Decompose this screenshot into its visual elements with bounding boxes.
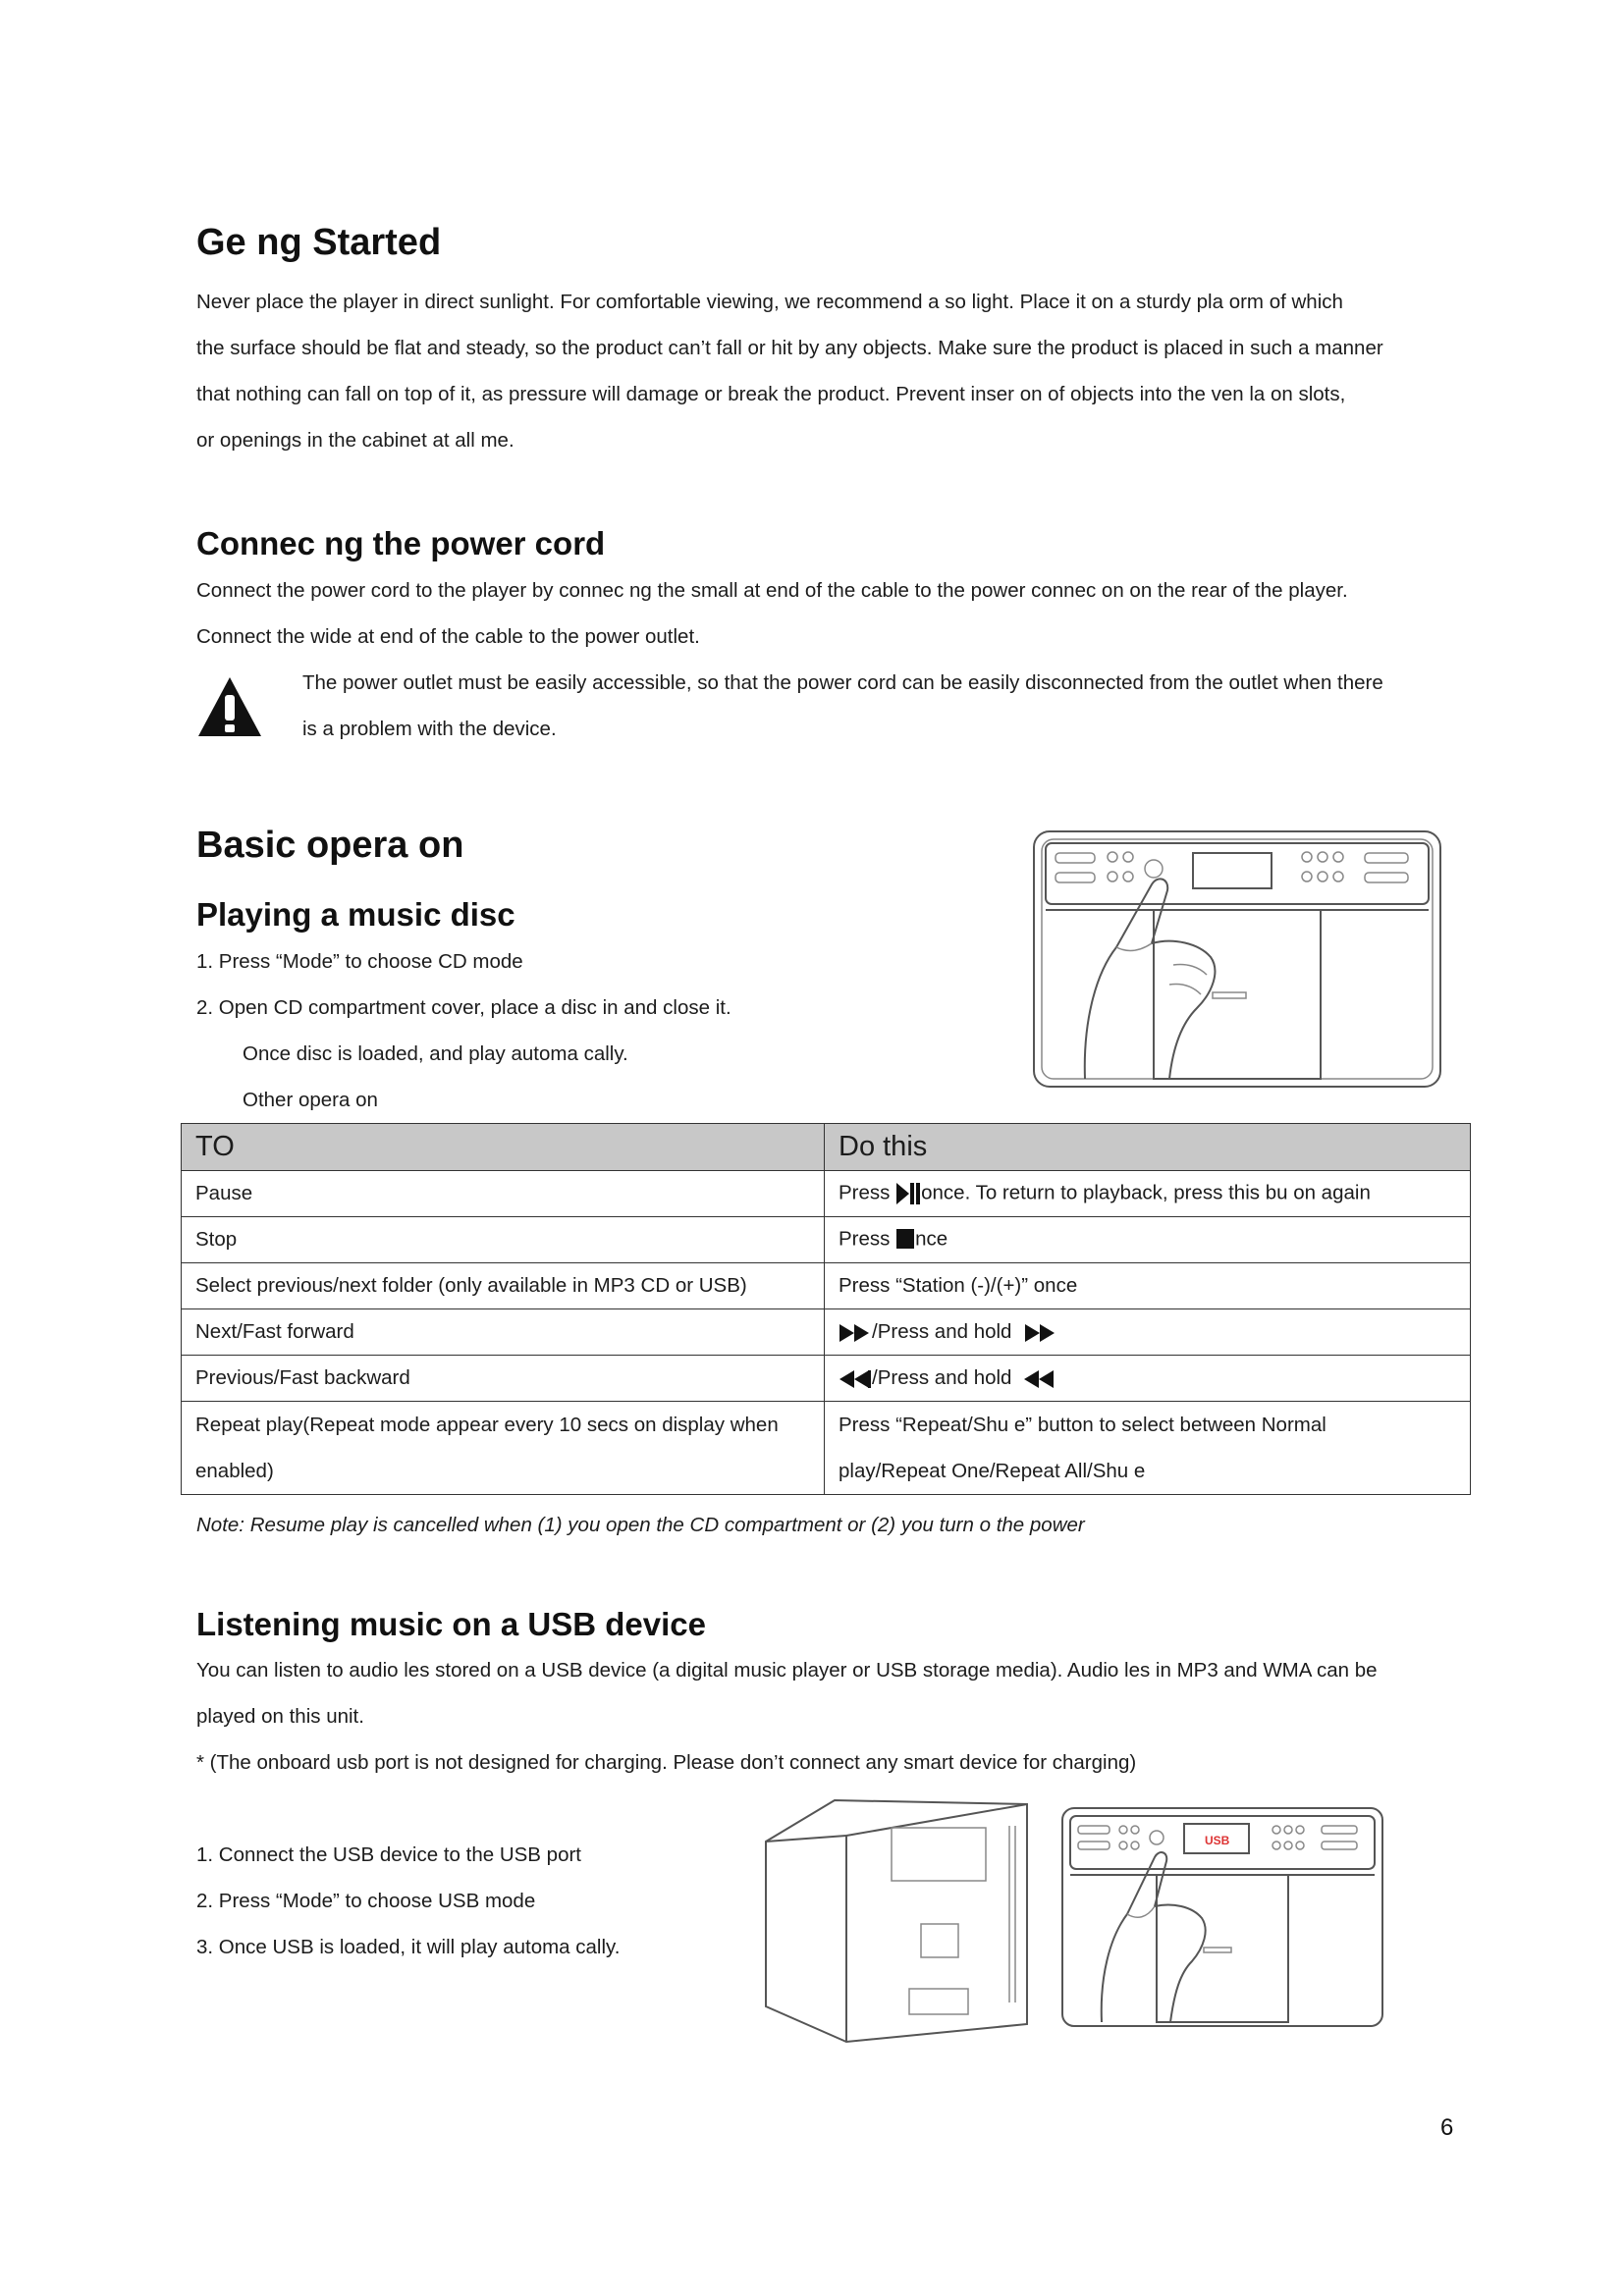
cell-text: nce: [915, 1227, 948, 1251]
cell-to: Select previous/next folder (only available in MP3 CD or USB): [182, 1263, 825, 1309]
cell-text: Press: [839, 1227, 896, 1251]
other-operation-label: Other opera on: [243, 1089, 378, 1111]
cell-do-this: [825, 1309, 1471, 1356]
cell-text: Press: [839, 1181, 896, 1204]
cell-to: Stop: [182, 1217, 825, 1263]
header-to: TO: [182, 1124, 825, 1171]
getting-started-heading: Ge ng Started: [196, 222, 442, 263]
power-cord-heading: Connec ng the power cord: [196, 525, 606, 561]
usb-rear-illustration: [762, 1796, 1037, 2046]
cell-do-this: Press “Station (-)/(+)” once: [825, 1263, 1471, 1309]
step-item: 1. Press “Mode” to choose CD mode: [196, 950, 523, 973]
usb-heading: Listening music on a USB device: [196, 1606, 706, 1642]
cell-do-this: [825, 1402, 1471, 1495]
step-item: 2. Press “Mode” to choose USB mode: [196, 1890, 536, 1912]
cell-do-this: [825, 1217, 1471, 1263]
cell-to: Next/Fast forward: [182, 1309, 825, 1356]
paragraph-line: Connect the wide at end of the cable to the power outlet.: [196, 625, 700, 648]
paragraph-line: played on this unit.: [196, 1705, 364, 1728]
paragraph-line: Never place the player in direct sunlight. For comfortable viewing, we recommend a so light. Place it on a sturdy pla orm of which: [196, 291, 1343, 313]
playing-disc-heading: Playing a music disc: [196, 896, 515, 933]
cell-to: Pause: [182, 1171, 825, 1217]
step-item: 1. Connect the USB device to the USB port: [196, 1843, 581, 1866]
fast-forward-icon: [1017, 1322, 1056, 1344]
stop-icon: [895, 1226, 915, 1254]
table-row: [182, 1356, 1471, 1402]
cell-do-this: [825, 1171, 1471, 1217]
basic-operation-heading: Basic opera on: [196, 825, 464, 866]
loaded-text: Once disc is loaded, and play automa cally.: [243, 1042, 628, 1065]
warning-icon: [196, 675, 263, 738]
fast-backward-icon: [839, 1368, 872, 1390]
step-item: 2. Open CD compartment cover, place a disc in and close it.: [196, 996, 731, 1019]
cell-to: Previous/Fast backward: [182, 1356, 825, 1402]
operations-table: [181, 1123, 1471, 1495]
paragraph-line: Connect the power cord to the player by connec ng the small at end of the cable to the power connec on on the rear of the player.: [196, 579, 1348, 602]
fast-forward-icon: [839, 1322, 872, 1344]
warning-line: is a problem with the device.: [302, 718, 557, 740]
cell-line: Repeat play(Repeat mode appear every 10 secs on display when: [195, 1414, 779, 1436]
cell-do-this: [825, 1356, 1471, 1402]
table-row: [182, 1309, 1471, 1356]
cell-line: enabled): [195, 1460, 274, 1482]
paragraph-line: You can listen to audio les stored on a USB device (a digital music player or USB storage media). Audio les in MP3 and WMA can be: [196, 1659, 1378, 1682]
header-do-this: Do this: [825, 1124, 1471, 1171]
paragraph-line: the surface should be flat and steady, so the product can’t fall or hit by any objects. Make sure the product is placed in such a manner: [196, 337, 1383, 359]
charging-warning: * (The onboard usb port is not designed for charging. Please don’t connect any smart device for charging): [196, 1751, 1137, 1774]
paragraph-line: that nothing can fall on top of it, as pressure will damage or break the product. Prevent inser on of objects into the ven la on slots,: [196, 383, 1346, 405]
usb-display-label: USB: [1205, 1834, 1230, 1847]
cell-line: play/Repeat One/Repeat All/Shu e: [839, 1460, 1146, 1482]
table-row: [182, 1402, 1471, 1495]
table-header-row: [182, 1124, 1471, 1171]
table-row: [182, 1263, 1471, 1309]
play-pause-icon: [895, 1180, 921, 1207]
paragraph-line: or openings in the cabinet at all me.: [196, 429, 514, 452]
cell-text: /Press and hold: [872, 1320, 1012, 1343]
table-row: [182, 1171, 1471, 1217]
page-number: 6: [1440, 2114, 1454, 2141]
fast-backward-icon: [1017, 1368, 1056, 1390]
table-row: [182, 1217, 1471, 1263]
cell-text: /Press and hold: [872, 1366, 1012, 1389]
cell-line: Press “Repeat/Shu e” button to select between Normal: [839, 1414, 1326, 1436]
cell-text: once. To return to playback, press this bu on again: [921, 1181, 1371, 1204]
cd-player-illustration: [1026, 828, 1448, 1093]
resume-note: Note: Resume play is cancelled when (1) you open the CD compartment or (2) you turn o the power: [196, 1514, 1085, 1536]
warning-line: The power outlet must be easily accessible, so that the power cord can be easily disconnected from the outlet when there: [302, 671, 1383, 694]
step-item: 3. Once USB is loaded, it will play automa cally.: [196, 1936, 621, 1958]
cell-to: [182, 1402, 825, 1495]
